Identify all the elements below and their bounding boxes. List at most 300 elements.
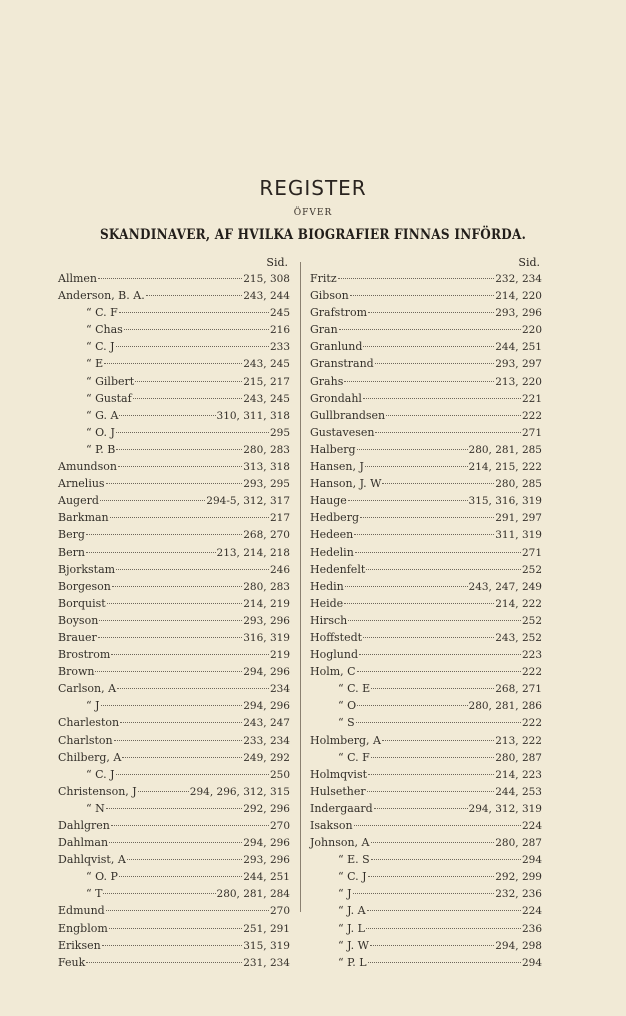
entry-name: “ P. L (338, 955, 367, 969)
entry-pages: 270 (269, 820, 290, 832)
dot-leader (119, 875, 242, 877)
dot-leader (367, 909, 521, 911)
dot-leader (363, 345, 494, 347)
entry-name: Charleston (58, 716, 120, 730)
index-entry (310, 612, 542, 629)
index-entry (58, 834, 290, 851)
index-entry (310, 475, 542, 492)
entry-name: Engblom (58, 921, 108, 935)
index-entry (58, 851, 290, 868)
index-entry (310, 954, 542, 971)
entry-name: “ T (86, 887, 103, 901)
index-entry (58, 373, 290, 390)
entry-name: Brauer (58, 630, 97, 644)
entry-name: Grafstrom (310, 306, 368, 320)
entry-pages: 294, 296 (243, 666, 290, 679)
entry-pages: 243, 252 (495, 631, 542, 644)
index-entry (58, 680, 290, 697)
index-entry (310, 663, 542, 680)
index-entry (58, 338, 290, 355)
entry-name: “ G. A (86, 408, 119, 422)
entry-pages: 268, 271 (495, 683, 542, 696)
entry-pages: 293, 296 (243, 614, 290, 627)
entry-pages: 271 (521, 426, 542, 439)
entry-name: “ Gilbert (86, 374, 135, 388)
index-entry (310, 424, 542, 441)
entry-pages: 244, 251 (495, 341, 542, 354)
entry-name: Dahlqvist, A (58, 853, 126, 867)
entry-pages: 246 (269, 563, 290, 576)
entry-pages: 214, 215, 222 (468, 461, 542, 474)
dot-leader (99, 619, 242, 621)
index-entry (310, 629, 542, 646)
entry-name: Hoglund (310, 648, 358, 662)
entry-pages: 311, 319 (495, 529, 542, 542)
entry-pages: 293, 296 (243, 854, 290, 867)
entry-name: Gullbrandsen (310, 408, 386, 422)
index-entry (310, 800, 542, 817)
dot-leader (386, 414, 521, 416)
index-entry (310, 270, 542, 287)
dot-leader (371, 841, 495, 843)
index-entry (310, 680, 542, 697)
dot-leader (106, 482, 243, 484)
entry-name: Arnelius (58, 477, 105, 491)
index-entry (58, 475, 290, 492)
entry-pages: 268, 270 (243, 529, 290, 542)
index-entry (310, 595, 542, 612)
dot-leader (86, 533, 242, 535)
entry-pages: 294, 296 (243, 837, 290, 850)
dot-leader (367, 790, 495, 792)
index-entry (310, 902, 542, 919)
entry-name: Heide (310, 596, 344, 610)
index-entry (310, 920, 542, 937)
index-entry (58, 697, 290, 714)
entry-name: Gibson (310, 289, 349, 303)
entry-pages: 221 (521, 392, 542, 405)
entry-pages: 223 (521, 649, 542, 662)
entry-name: “ C. J (338, 870, 367, 884)
dot-leader (104, 362, 242, 364)
index-entry (310, 492, 542, 509)
dot-leader (110, 516, 269, 518)
entry-name: Holmqvist (310, 767, 368, 781)
dot-leader (86, 961, 242, 963)
index-entry (58, 920, 290, 937)
dot-leader (339, 328, 521, 330)
dot-leader (365, 465, 468, 467)
index-entry (58, 885, 290, 902)
entry-pages: 295 (269, 426, 290, 439)
entry-name: Dahlgren (58, 819, 110, 832)
dot-leader (116, 568, 269, 570)
index-entry (58, 902, 290, 919)
entry-pages: 222 (521, 409, 542, 422)
entry-name: Hedeen (310, 528, 354, 542)
index-entry (58, 578, 290, 595)
entry-pages: 243, 244 (243, 290, 290, 303)
entry-name: Borgeson (58, 579, 111, 593)
index-entry (58, 663, 290, 680)
dot-leader (127, 858, 242, 860)
entry-name: “ C. F (86, 306, 118, 320)
entry-name: Christenson, J (58, 784, 137, 798)
entry-name: “ C. J (86, 767, 115, 781)
entry-pages: 280, 281, 285 (468, 443, 542, 456)
index-entry (310, 783, 542, 800)
entry-name: “ Gustaf (86, 391, 132, 405)
dot-leader (360, 516, 494, 518)
entry-name: “ O. P (86, 870, 118, 884)
entry-name: “ S (338, 716, 355, 730)
entry-pages: 280, 281, 284 (216, 888, 290, 901)
index-entry (58, 937, 290, 954)
entry-name: Hedberg (310, 511, 359, 525)
index-entry (58, 612, 290, 629)
entry-pages: 213, 220 (495, 375, 542, 388)
dot-leader (366, 568, 521, 570)
index-entry (58, 868, 290, 885)
index-entry (310, 287, 542, 304)
entry-pages: 252 (521, 563, 542, 576)
page-title: REGISTER (259, 176, 367, 200)
entry-pages: 213, 214, 218 (216, 546, 290, 559)
entry-name: Barkman (58, 511, 109, 525)
entry-pages: 244, 251 (243, 871, 290, 884)
index-entry (310, 834, 542, 851)
entry-name: Hedin (310, 579, 344, 593)
dot-leader (368, 773, 494, 775)
entry-pages: 213, 222 (495, 734, 542, 747)
left-entries (58, 270, 290, 971)
entry-name: Hedenfelt (310, 562, 366, 576)
entry-pages: 214, 223 (495, 768, 542, 781)
entry-name: Indergaard (310, 801, 373, 815)
index-entry (58, 321, 290, 338)
entry-pages: 224 (521, 820, 542, 832)
index-entry (58, 766, 290, 783)
entry-name: Allmen (58, 272, 98, 285)
index-entry (58, 355, 290, 372)
entry-pages: 293, 295 (243, 478, 290, 491)
index-entry (310, 509, 542, 526)
entry-name: Granlund (310, 340, 363, 354)
entry-pages: 252 (521, 614, 542, 627)
dot-leader (354, 824, 521, 826)
left-index-column (58, 255, 290, 971)
index-entry (58, 304, 290, 321)
index-entry (58, 407, 290, 424)
entry-pages: 315, 316, 319 (468, 495, 542, 508)
index-entry (310, 355, 542, 372)
index-entry (58, 749, 290, 766)
entry-name: “ E. S (338, 853, 370, 867)
entry-name: Holmberg, A (310, 733, 381, 747)
entry-pages: 280, 285 (495, 478, 542, 491)
index-entry (310, 526, 542, 543)
entry-pages: 293, 297 (495, 358, 542, 371)
dot-leader (133, 397, 243, 399)
entry-name: Dahlman (58, 836, 109, 850)
dot-leader (357, 704, 467, 706)
entry-pages: 224 (521, 905, 542, 918)
entry-pages: 292, 296 (243, 802, 290, 815)
dot-leader (368, 961, 521, 963)
entry-pages: 222 (521, 717, 542, 730)
dot-leader (116, 431, 269, 433)
dot-leader (103, 892, 215, 894)
dot-leader (374, 807, 468, 809)
index-entry (310, 373, 542, 390)
entry-name: Hanson, J. W (310, 477, 382, 491)
entry-pages: 214, 220 (495, 290, 542, 303)
index-entry (310, 561, 542, 578)
entry-pages: 271 (521, 546, 542, 559)
index-entry (58, 817, 290, 834)
dot-leader (138, 790, 189, 792)
entry-name: Brown (58, 665, 95, 679)
dot-leader (357, 670, 521, 672)
entry-name: Berg (58, 528, 85, 542)
entry-name: Anderson, B. A. (58, 289, 145, 303)
dot-leader (359, 653, 521, 655)
entry-name: Hedelin (310, 545, 354, 559)
index-entry (58, 270, 290, 287)
right-entries (310, 270, 542, 971)
right-index-column (310, 255, 542, 971)
entry-pages: 294, 298 (495, 939, 542, 952)
entry-name: Isakson (310, 819, 353, 832)
entry-pages: 245 (269, 307, 290, 320)
entry-name: “ J. L (338, 921, 365, 935)
entry-name: Bern (58, 545, 85, 559)
entry-pages: 294, 296 (243, 700, 290, 713)
dot-leader (350, 294, 495, 296)
entry-pages: 280, 287 (495, 751, 542, 764)
entry-pages: 233 (269, 341, 290, 354)
entry-name: Hoffstedt (310, 630, 363, 644)
entry-pages: 294-5, 312, 317 (206, 495, 290, 508)
page-heading: SKANDINAVER, AF HVILKA BIOGRAFIER FINNAS INFÖRDA. (99, 227, 527, 243)
entry-name: Gustavesen (310, 425, 375, 439)
dot-leader (100, 499, 205, 501)
entry-name: “ Chas (86, 323, 123, 337)
index-entry (58, 800, 290, 817)
dot-leader (116, 773, 269, 775)
index-entry (310, 407, 542, 424)
entry-pages: 243, 247, 249 (468, 580, 542, 593)
entry-name: Edmund (58, 904, 105, 918)
index-entry (58, 441, 290, 458)
index-entry (58, 561, 290, 578)
entry-pages: 232, 236 (495, 888, 542, 901)
index-entry (310, 321, 542, 338)
dot-leader (370, 944, 494, 946)
index-entry (310, 937, 542, 954)
entry-pages: 293, 296 (495, 307, 542, 320)
entry-pages: 280, 283 (243, 580, 290, 593)
index-entry (58, 287, 290, 304)
entry-pages: 291, 297 (495, 512, 542, 525)
entry-name: Bjorkstam (58, 562, 116, 576)
index-entry (310, 338, 542, 355)
dot-leader (366, 927, 521, 929)
right-sid-label: Sid. (518, 256, 540, 269)
index-entry (58, 954, 290, 971)
entry-name: Eriksen (58, 938, 101, 952)
dot-leader (363, 397, 521, 399)
index-entry (310, 851, 542, 868)
dot-leader (355, 551, 521, 553)
dot-leader (118, 465, 242, 467)
index-entry (58, 646, 290, 663)
index-entry (310, 544, 542, 561)
entry-name: “ O. J (86, 425, 115, 439)
dot-leader (354, 533, 494, 535)
index-entry (310, 458, 542, 475)
dot-leader (86, 551, 216, 553)
dot-leader (116, 345, 269, 347)
dot-leader (368, 311, 494, 313)
entry-pages: 231, 234 (243, 956, 290, 969)
entry-name: “ N (86, 801, 105, 815)
entry-name: “ C. F (338, 750, 370, 764)
dot-leader (368, 875, 495, 877)
entry-name: Augerd (58, 494, 99, 508)
entry-pages: 294, 312, 319 (468, 802, 542, 815)
entry-pages: 294 (521, 956, 542, 969)
entry-pages: 236 (521, 922, 542, 935)
index-entry (310, 714, 542, 731)
dot-leader (119, 311, 269, 313)
entry-pages: 233, 234 (243, 734, 290, 747)
entry-pages: 214, 222 (495, 597, 542, 610)
dot-leader (344, 380, 494, 382)
dot-leader (344, 602, 494, 604)
dot-leader (101, 704, 243, 706)
dot-leader (375, 431, 520, 433)
entry-name: Gran (310, 323, 338, 337)
index-entry (58, 629, 290, 646)
dot-leader (116, 448, 242, 450)
index-entry (310, 441, 542, 458)
entry-pages: 280, 281, 286 (468, 700, 542, 713)
entry-name: Hirsch (310, 613, 348, 627)
dot-leader (371, 687, 494, 689)
entry-name: “ P. B (86, 442, 116, 456)
page-subtitle: ÖFVER (293, 208, 333, 218)
dot-leader (114, 739, 243, 741)
entry-pages: 251, 291 (243, 922, 290, 935)
index-entry (58, 458, 290, 475)
dot-leader (357, 448, 468, 450)
entry-name: Boyson (58, 613, 99, 627)
dot-leader (122, 756, 242, 758)
entry-pages: 294 (521, 854, 542, 867)
entry-name: “ E (86, 357, 104, 371)
entry-name: Grahs (310, 374, 344, 388)
dot-leader (120, 721, 242, 723)
entry-name: Granstrand (310, 357, 374, 371)
entry-pages: 250 (269, 768, 290, 781)
index-entry (310, 304, 542, 321)
dot-leader (371, 858, 521, 860)
entry-pages: 217 (269, 512, 290, 525)
dot-leader (106, 807, 242, 809)
entry-pages: 243, 247 (243, 717, 290, 730)
entry-name: Hauge (310, 494, 347, 508)
dot-leader (382, 739, 494, 741)
index-entry (310, 868, 542, 885)
dot-leader (109, 841, 242, 843)
index-entry (58, 783, 290, 800)
index-entry (58, 544, 290, 561)
entry-name: Charlston (58, 733, 113, 747)
index-entry (310, 766, 542, 783)
dot-leader (124, 328, 269, 330)
dot-leader (353, 892, 495, 894)
entry-name: Halberg (310, 442, 356, 456)
index-entry (58, 714, 290, 731)
index-entry (58, 509, 290, 526)
entry-pages: 232, 234 (495, 273, 542, 285)
entry-pages: 243, 245 (243, 392, 290, 405)
entry-pages: 310, 311, 318 (216, 409, 290, 422)
entry-pages: 270 (269, 905, 290, 918)
entry-pages: 215, 308 (243, 273, 290, 285)
index-entry (58, 526, 290, 543)
entry-pages: 215, 217 (243, 375, 290, 388)
index-entry (58, 492, 290, 509)
entry-pages: 222 (521, 666, 542, 679)
dot-leader (98, 636, 242, 638)
dot-leader (371, 756, 494, 758)
entry-name: “ O (338, 699, 357, 713)
entry-pages: 234 (269, 683, 290, 696)
dot-leader (95, 670, 242, 672)
entry-name: Amundson (58, 460, 117, 474)
dot-leader (146, 294, 243, 296)
index-entry (58, 424, 290, 441)
entry-name: Holm, C (310, 665, 356, 679)
entry-pages: 313, 318 (243, 461, 290, 474)
entry-name: “ J. W (338, 938, 369, 952)
dot-leader (338, 277, 495, 279)
entry-pages: 315, 319 (243, 939, 290, 952)
dot-leader (356, 721, 521, 723)
entry-name: Fritz (310, 272, 337, 285)
dot-leader (112, 585, 242, 587)
entry-name: Chilberg, A (58, 750, 122, 764)
column-divider (300, 262, 301, 912)
index-entry (310, 817, 542, 834)
index-entry (310, 646, 542, 663)
index-entry (310, 578, 542, 595)
dot-leader (109, 927, 242, 929)
dot-leader (363, 636, 494, 638)
entry-pages: 219 (269, 649, 290, 662)
dot-leader (119, 414, 215, 416)
index-entry (310, 732, 542, 749)
entry-pages: 292, 299 (495, 871, 542, 884)
entry-name: “ J (338, 887, 352, 901)
dot-leader (117, 687, 269, 689)
dot-leader (382, 482, 494, 484)
entry-pages: 280, 287 (495, 837, 542, 850)
entry-pages: 214, 219 (243, 597, 290, 610)
dot-leader (98, 277, 242, 279)
